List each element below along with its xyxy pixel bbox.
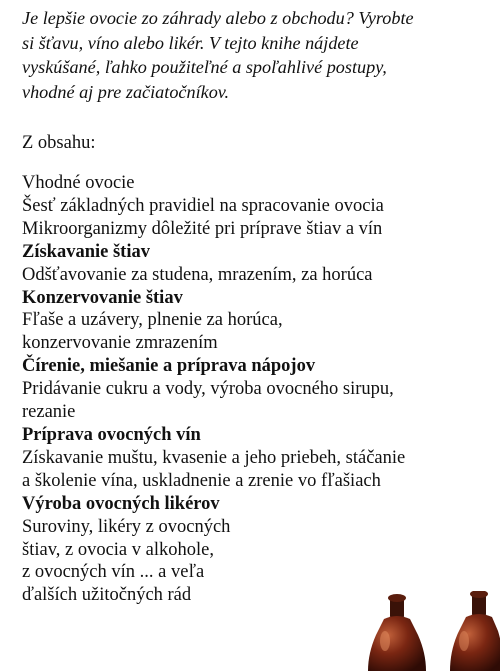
contents-item: z ovocných vín ... a veľa (22, 562, 205, 583)
intro-paragraph (22, 6, 492, 104)
contents-section-title: Čírenie, miešanie a príprava nápojov (22, 356, 316, 377)
contents-heading: Z obsahu: (22, 133, 96, 153)
contents-item: Mikroorganizmy dôležité pri príprave štiav a vín (22, 218, 383, 239)
contents-list (22, 172, 498, 607)
intro-line: vhodné aj pre začiatočníkov. (22, 81, 230, 102)
contents-item: a školenie vína, uskladnenie a zrenie vo fľašiach (22, 470, 381, 491)
contents-item: Vhodné ovocie (22, 173, 135, 193)
contents-item: Získavanie muštu, kvasenie a jeho priebeh, stáčanie (22, 447, 406, 468)
bottle-right (450, 591, 500, 671)
contents-section-title: Výroba ovocných likérov (22, 493, 220, 514)
contents-section-title: Konzervovanie štiav (22, 287, 183, 308)
contents-item: Fľaše a uzávery, plnenie za horúca, (22, 310, 283, 331)
contents-section-title: Príprava ovocných vín (22, 424, 201, 445)
contents-item: Suroviny, likéry z ovocných (22, 516, 231, 537)
bottle-left (368, 594, 426, 671)
intro-line: Je lepšie ovocie zo záhrady alebo z obchodu? Vyrobte (22, 8, 414, 28)
contents-item: konzervovanie zmrazením (22, 333, 218, 354)
contents-item: rezanie (22, 402, 76, 423)
wine-bottles-photo (340, 591, 500, 671)
contents-item: Šesť základných pravidiel na spracovanie ovocia (22, 195, 384, 216)
contents-item: Odšťavovanie za studena, mrazením, za horúca (22, 264, 373, 285)
intro-line: vyskúšané, ľahko použiteľné a spoľahlivé postupy, (22, 57, 387, 77)
contents-item: štiav, z ovocia v alkohole, (22, 539, 214, 560)
contents-item: Pridávanie cukru a vody, výroba ovocného sirupu, (22, 379, 394, 400)
intro-line: si šťavu, víno alebo likér. V tejto knihe nájdete (22, 32, 359, 53)
contents-section-title: Získavanie štiav (22, 241, 150, 262)
contents-item: ďalších užitočných rád (22, 585, 192, 606)
